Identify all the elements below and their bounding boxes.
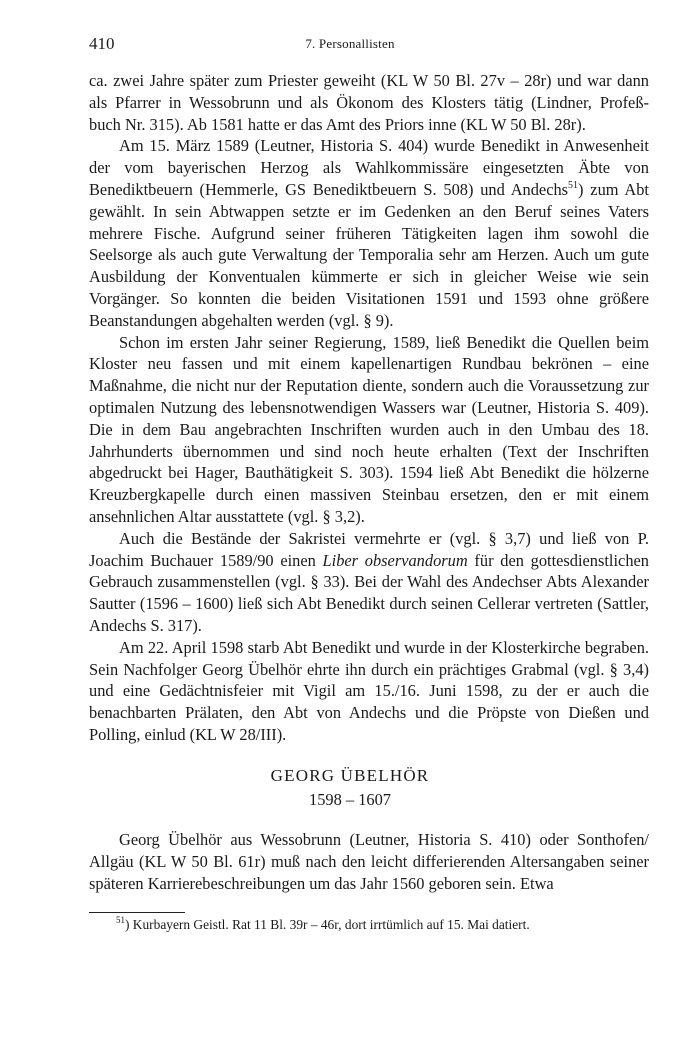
main-text-continued (89, 829, 649, 894)
paragraph-2-text-b: ) zum Abt gewählt. In sein Abtwappen setzte er im Gedenken an den Beruf seines Vaters mehrere Fische. Aufgrund seiner früheren Tätigkeiten lagen ihm sowohl die Seelsorge als auch gute Verwaltung der Temporalia sehr am Herzen. Auch um gute Ausbildung der Konventualen kümmerte er sich in gleicher Weise wie sein Vorgänger. So konnten die beiden Visitationen 1591 und 1593 ohne größere Beanstandungen abgehalten werden (vgl. § 9). (89, 179, 649, 330)
paragraph-1 (89, 70, 649, 135)
page-number: 410 (89, 34, 115, 53)
section-years: 1598 – 1607 (309, 790, 391, 809)
footnote-51 (116, 917, 530, 933)
paragraph-6: Georg Übelhör aus Wessobrunn (Leutner, Historia S. 410) oder Sonthofen/ Allgäu (KL W 50 Bl. 61r) muß nach den leicht differierenden Altersangaben seiner späteren Karrierebeschreibungen um das Jahr 1560 geboren sein. Etwa (89, 830, 649, 893)
paragraph-1-line-3: buch Nr. 315). Ab 1581 hatte er das Amt des Priors inne (KL W 50 Bl. 28r). (89, 114, 586, 134)
footnote-divider (89, 912, 185, 913)
paragraph-1-line-2: als Pfarrer in Wessobrunn und als Ökonom des Klosters tätig (Lindner, Profeß- (89, 92, 649, 112)
footnote-marker: 51 (116, 915, 125, 925)
paragraph-4 (89, 528, 649, 637)
paragraph-4-text-a: Auch die Bestände der Sakristei vermehrte er (vgl. § 3,7) und ließ von P. Joachim Buchauer 1589/90 einen (89, 528, 649, 570)
paragraph-5: Am 22. April 1598 starb Abt Benedikt und wurde in der Klosterkirche begraben. Sein Nachfolger Georg Übelhör ehrte ihn durch ein prächtiges Grabmal (vgl. § 3,4) und eine Gedächtnisfeier mit Vigil am 15./16. Juni 1598, zu der er auch die benachbarten Prälaten, den Abt von Andechs und die Pröpste von Dießen und Polling, einlud (KL W 28/III). (89, 637, 649, 744)
section-heading: GEORG ÜBELHÖR (270, 766, 430, 785)
footnote-ref-51[interactable]: 51 (568, 179, 579, 191)
paragraph-2-text-a: Am 15. März 1589 (Leutner, Historia S. 404) wurde Benedikt in Anwesenheit der vom bayerischen Herzog als Wahlkommissäre eingesetzten Äbte von Benediktbeuern (Hemmerle, GS Benediktbeuern S. 508) und Andechs (89, 136, 649, 199)
paragraph-4-text-b: für den gottesdienstlichen Gebrauch zusammenstellen (vgl. § 33). Bei der Wahl des Andechser Abts Alexander Sautter (1596 – 1600) ließ sich Abt Benedikt durch seinen Cellerar vertreten (Sattler, Andechs S. 317). (89, 550, 649, 635)
book-title-italic: Liber observandorum (322, 550, 468, 570)
main-text (89, 70, 649, 746)
paragraph-1-line-1: ca. zwei Jahre später zum Priester geweiht (KL W 50 Bl. 27v – 28r) und war dann (89, 71, 649, 90)
footnote-text: ) Kurbayern Geistl. Rat 11 Bl. 39r – 46r, dort irrtümlich auf 15. Mai datiert. (125, 917, 530, 932)
running-title: 7. Personallisten (305, 36, 395, 51)
paragraph-3: Schon im ersten Jahr seiner Regierung, 1589, ließ Benedikt die Quellen beim Kloster neu fassen und mit einem kapellenartigen Rundbau bekrönen – eine Maßnahme, die nicht nur der Reputation diente, sondern auch die Voraussetzung zur optimalen Nutzung des lebensnotwendigen Wassers war (Leutner, Historia S. 409). Die in dem Bau angebrachten Inschriften wurden auch in den Umbau des 18. Jahrhunderts übernommen und sind noch heute erhalten (Text der Inschriften abgedruckt bei Hager, Bauthätigkeit S. 303). 1594 ließ Abt Benedikt die hölzerne Kreuzbergkapelle durch einen massiven Steinbau ersetzen, den er mit einem ansehnlichen Altar ausstattete (vgl. § 3,2). (89, 332, 649, 526)
paragraph-2 (89, 135, 649, 331)
